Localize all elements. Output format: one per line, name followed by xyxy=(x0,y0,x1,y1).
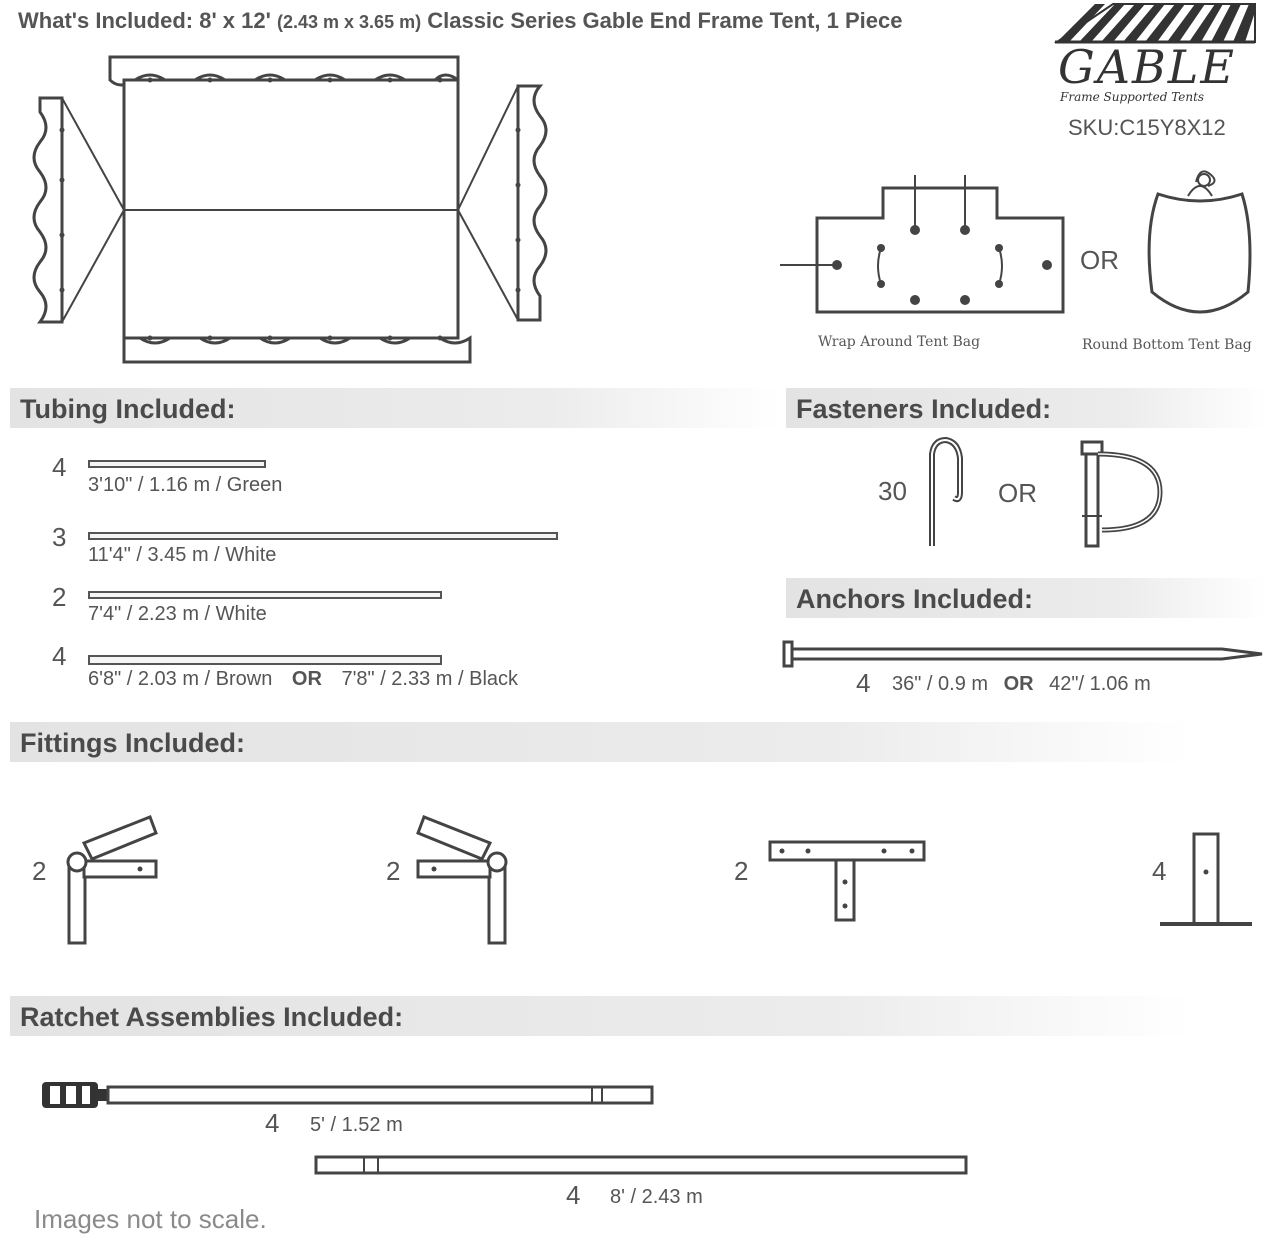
anchors-section-title: Anchors Included: xyxy=(796,584,1034,614)
foot-plate-icon xyxy=(1158,832,1254,932)
ratchet-8ft-icon xyxy=(314,1153,970,1179)
fitting-qty: 2 xyxy=(386,856,401,886)
title-metric: (2.43 m x 3.65 m) xyxy=(277,12,422,32)
sku-label: SKU:C15Y8X12 xyxy=(1068,115,1226,140)
bag-or-label: OR xyxy=(1080,245,1119,275)
tubing-qty: 2 xyxy=(52,582,67,612)
ratchet-5ft-icon xyxy=(40,1078,660,1114)
wrap-around-bag-icon xyxy=(775,170,1075,320)
logo-tagline: Frame Supported Tents xyxy=(1060,90,1205,104)
tube-bar xyxy=(88,532,558,540)
ratchet-qty: 4 xyxy=(566,1180,581,1210)
anchors-or: OR xyxy=(1003,673,1034,695)
tubing-section-header xyxy=(10,388,780,428)
tubing-label-black: 7'8" / 2.33 m / Black xyxy=(341,668,519,690)
tee-fitting-icon xyxy=(768,840,928,925)
tubing-label: 11'4" / 3.45 m / White xyxy=(88,544,277,566)
tubing-label: 3'10" / 1.16 m / Green xyxy=(88,474,283,496)
round-bag-label: Round Bottom Tent Bag xyxy=(1082,337,1252,353)
lynch-pin-icon xyxy=(1080,440,1170,550)
left-angle-fitting-icon xyxy=(64,815,164,950)
tubing-qty: 3 xyxy=(52,522,67,552)
round-bottom-bag-icon xyxy=(1140,162,1260,327)
anchors-label-36: 36" / 0.9 m xyxy=(892,673,989,695)
ratchet-label: 5' / 1.52 m xyxy=(310,1114,403,1136)
anchors-label-42: 42"/ 1.06 m xyxy=(1049,673,1151,695)
fittings-section-header xyxy=(10,722,1190,762)
tubing-label-brown: 6'8" / 2.03 m / Brown xyxy=(88,668,273,690)
title-main: What's Included: 8' x 12' xyxy=(18,8,271,33)
anchor-stake-icon xyxy=(782,640,1266,670)
tube-bar xyxy=(88,591,442,599)
tubing-label: 7'4" / 2.23 m / White xyxy=(88,603,267,625)
tubing-or: OR xyxy=(291,668,322,690)
tubing-qty: 4 xyxy=(52,452,67,482)
gable-logo-icon xyxy=(1055,2,1255,44)
ratchets-section-title: Ratchet Assemblies Included: xyxy=(20,1002,404,1032)
fasteners-section-title: Fasteners Included: xyxy=(796,394,1052,424)
fittings-section-title: Fittings Included: xyxy=(20,728,245,758)
fitting-qty: 2 xyxy=(32,856,47,886)
logo-brand: GABLE xyxy=(1058,40,1236,94)
ratchet-label: 8' / 2.43 m xyxy=(610,1186,703,1208)
right-angle-fitting-icon xyxy=(410,815,510,950)
tube-bar xyxy=(88,460,266,468)
fitting-qty: 2 xyxy=(734,856,749,886)
ratchets-section-header xyxy=(10,996,1190,1036)
tube-bar xyxy=(88,655,442,665)
fasteners-section-header xyxy=(786,388,1266,428)
stake-pin-icon xyxy=(922,436,972,551)
fasteners-qty: 30 xyxy=(878,476,907,506)
anchors-section-header xyxy=(786,578,1266,618)
anchors-qty: 4 xyxy=(856,668,871,698)
fitting-qty: 4 xyxy=(1152,856,1167,886)
tubing-qty: 4 xyxy=(52,641,67,671)
scale-note: Images not to scale. xyxy=(34,1204,267,1234)
tubing-label xyxy=(88,668,518,691)
fasteners-or: OR xyxy=(998,478,1037,508)
anchors-label xyxy=(892,673,1151,696)
tent-top-view-diagram xyxy=(0,0,560,380)
tubing-section-title: Tubing Included: xyxy=(20,394,236,424)
wrap-bag-label: Wrap Around Tent Bag xyxy=(818,334,981,350)
ratchet-qty: 4 xyxy=(265,1108,280,1138)
title-rest: Classic Series Gable End Frame Tent, 1 Piece xyxy=(427,8,903,33)
